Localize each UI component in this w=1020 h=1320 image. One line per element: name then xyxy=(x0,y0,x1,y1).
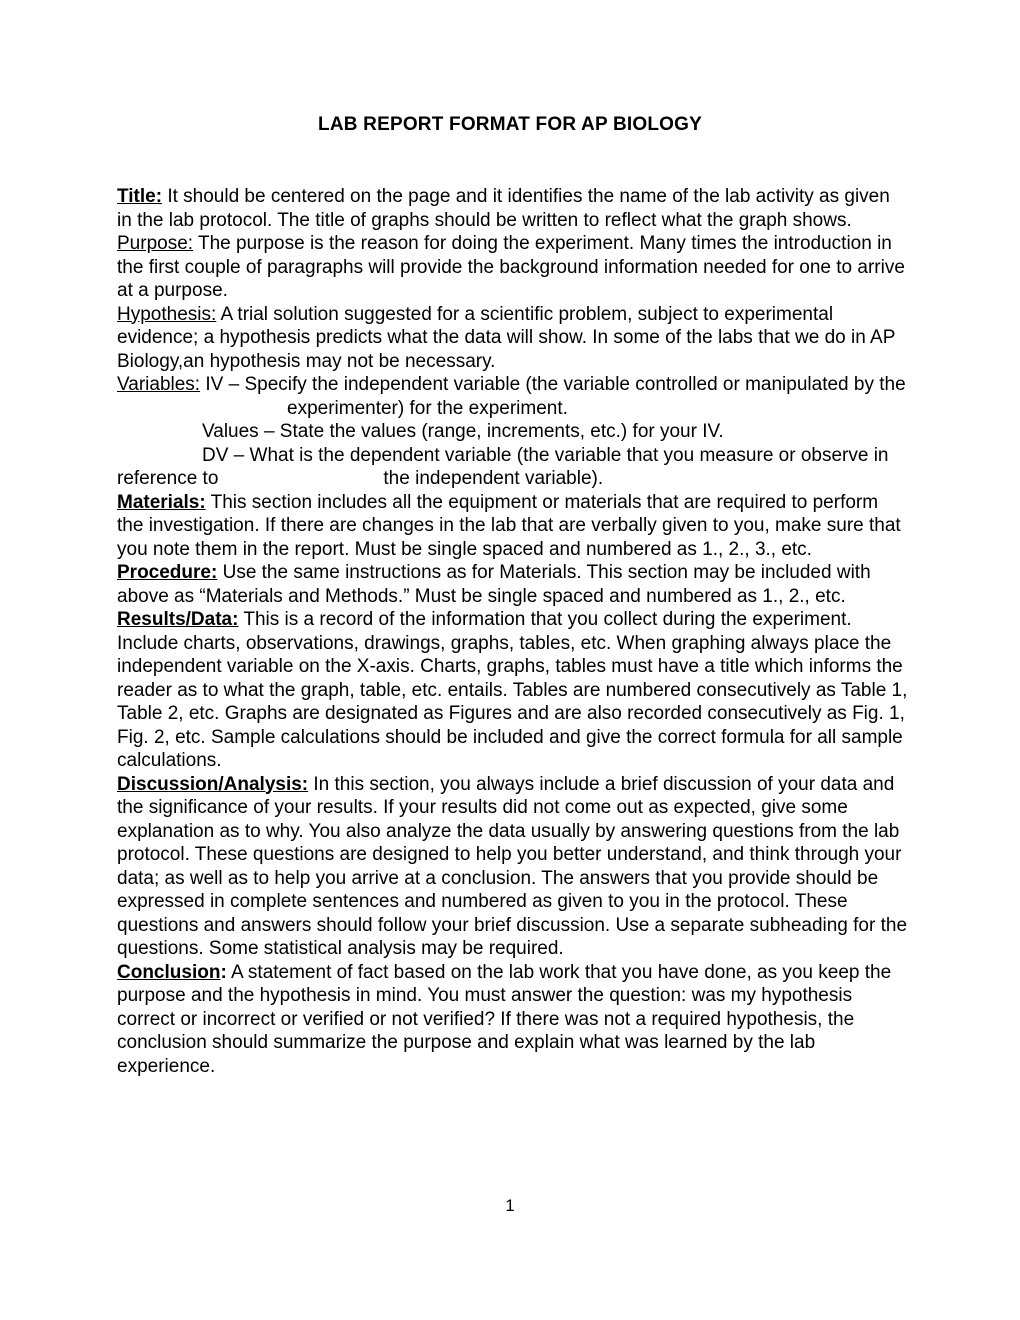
section-conclusion-label: Conclusion xyxy=(117,961,221,983)
section-variables-values-text: Values – State the values (range, increments, etc.) for your IV. xyxy=(202,421,724,442)
section-purpose-body: The purpose is the reason for doing the experiment. Many times the introduction in the first couple of paragraphs will provide the background information needed for one to arrive at a purpose. xyxy=(117,233,905,301)
section-materials xyxy=(117,491,909,562)
section-procedure-body: Use the same instructions as for Materials. This section may be included with above as “Materials and Methods.” Must be single spaced and numbered as 1., 2., etc. xyxy=(117,562,871,607)
section-results-data-label: Results/Data: xyxy=(117,609,239,630)
section-discussion-analysis xyxy=(117,773,909,961)
section-procedure-label: Procedure: xyxy=(117,562,218,583)
section-results-data-body: This is a record of the information that you collect during the experiment. Include charts, observations, drawings, graphs, tables, etc. When graphing always place the independent variable on the X-axis. Charts, graphs, tables must have a title which informs the reader as to what the graph, table, etc. entails. Tables are numbered consecutively as Table 1, Table 2, etc. Graphs are designated as Figures and are also recorded consecutively as Fig. 1, Fig. 2, etc. Sample calculations should be included and give the correct formula for all sample calculations. xyxy=(117,609,908,771)
section-variables-values xyxy=(117,420,909,444)
section-variables-label: Variables: xyxy=(117,374,201,395)
section-conclusion-body: A statement of fact based on the lab work that you have done, as you keep the purpose and the hypothesis in mind. You must answer the question: was my hypothesis correct or incorrect or verified or not verified? If there was not a required hypothesis, the conclusion should summarize the purpose and explain what was learned by the lab experience. xyxy=(117,961,892,1077)
section-results-data xyxy=(117,608,909,773)
section-title-body: It should be centered on the page and it identifies the name of the lab activity as given in the lab protocol. The title of graphs should be written to reflect what the graph shows. xyxy=(117,186,890,231)
section-discussion-analysis-label: Discussion/Analysis: xyxy=(117,773,309,795)
section-variables-iv-before: IV – Specify the independent variable (the variable controlled or manipulated by the xyxy=(200,374,906,395)
section-conclusion-label-suffix: : xyxy=(220,961,227,983)
page-number: 1 xyxy=(505,1196,515,1215)
document-body xyxy=(117,185,909,1078)
section-purpose-label: Purpose: xyxy=(117,233,194,254)
section-conclusion xyxy=(117,961,909,1079)
section-discussion-analysis-body: In this section, you always include a brief discussion of your data and the significance of your results. If your results did not come out as expected, give some explanation as to why. You also analyze the data usually by answering questions from the lab protocol. These questions are designed to help you better understand, and think through your data; as well as to help you arrive at a conclusion. The answers that you provide should be expressed in complete sentences and numbered as given to you in the protocol. These questions and answers should follow your brief discussion. Use a separate subheading for the questions. Some statistical analysis may be required. xyxy=(117,773,908,959)
section-hypothesis xyxy=(117,303,909,374)
section-procedure xyxy=(117,561,909,608)
page-title: LAB REPORT FORMAT FOR AP BIOLOGY xyxy=(318,114,702,135)
section-hypothesis-body: A trial solution suggested for a scientific problem, subject to experimental evidence; a hypothesis predicts what the data will show. In some of the labs that we do in AP Biology,an hypothesis may not be necessary. xyxy=(117,303,896,372)
section-variables xyxy=(117,373,909,420)
section-variables-dv-before: DV – What is the dependent variable (the variable that you measure or observe in reference to xyxy=(117,444,889,489)
section-materials-label: Materials: xyxy=(117,491,206,513)
section-variables-dv-after: the independent variable). xyxy=(383,468,604,489)
section-materials-body: This section includes all the equipment or materials that are required to perform the investigation. If there are changes in the lab that are verbally given to you, make sure that you note them in the report. Must be single spaced and numbered as 1., 2., 3., etc. xyxy=(117,491,901,560)
section-hypothesis-label: Hypothesis: xyxy=(117,303,217,325)
section-title xyxy=(117,185,909,232)
section-title-label: Title: xyxy=(117,186,163,207)
section-variables-iv-after: experimenter) for the experiment. xyxy=(287,397,568,419)
section-variables-dv xyxy=(117,444,909,491)
section-purpose xyxy=(117,232,909,303)
